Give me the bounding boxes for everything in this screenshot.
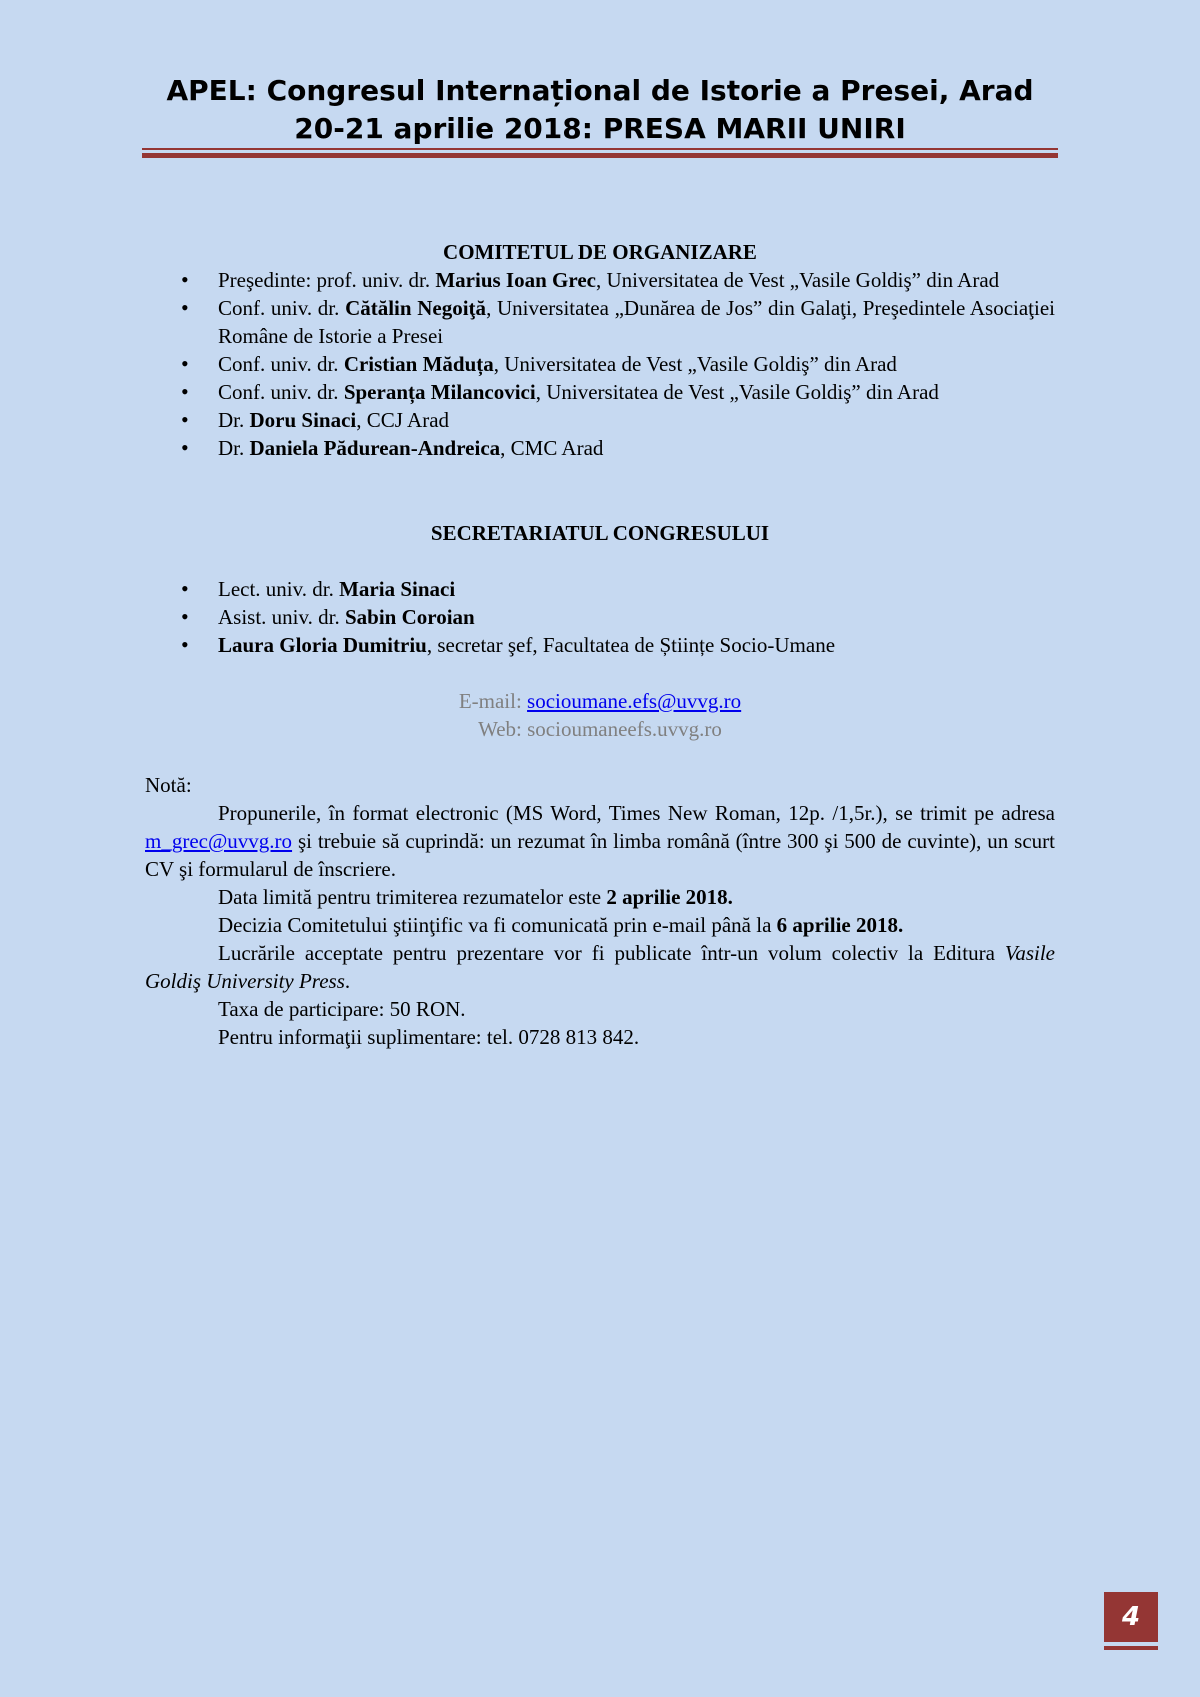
member-title: Lect. univ. dr. bbox=[218, 577, 340, 601]
member-name: Daniela Pădurean-Andreica bbox=[249, 436, 501, 460]
member-title: Conf. univ. dr. bbox=[218, 352, 344, 376]
note-text: Lucrările acceptate pentru prezentare vor fi publicate într-un volum colectiv la Editura bbox=[218, 941, 1005, 965]
page-number: 4 bbox=[1104, 1592, 1158, 1642]
member-title: Dr. bbox=[218, 408, 250, 432]
member-title: Preşedinte: prof. univ. dr. bbox=[218, 268, 436, 292]
email-line bbox=[145, 687, 1055, 715]
list-item bbox=[145, 266, 1055, 294]
member-name: Sabin Coroian bbox=[344, 605, 475, 629]
list-item bbox=[145, 631, 1055, 659]
web-address: socioumaneefs.uvvg.ro bbox=[527, 717, 722, 741]
email-label: E-mail: bbox=[458, 689, 528, 713]
note-paragraph-deadline bbox=[145, 883, 1055, 911]
member-title: Dr. bbox=[218, 436, 250, 460]
note-section bbox=[145, 771, 1055, 1051]
member-name: Laura Gloria Dumitriu bbox=[218, 633, 427, 657]
note-paragraph-decision bbox=[145, 911, 1055, 939]
header-line-1: APEL: Congresul Internațional de Istorie a Presei, Arad bbox=[166, 74, 1034, 107]
page-number-underline bbox=[1104, 1646, 1158, 1650]
note-paragraph-info: Pentru informaţii suplimentare: tel. 0728 813 842. bbox=[218, 1025, 640, 1049]
note-text: Propunerile, în format electronic (MS Word, Times New Roman, 12p. /1,5r.), se trimit pe adresa bbox=[218, 801, 1055, 825]
document-header-title bbox=[0, 72, 1200, 148]
note-text: şi trebuie să cuprindă: un rezumat în limba română (între 300 şi 500 de cuvinte), un scurt CV şi formularul de înscriere. bbox=[145, 829, 1055, 881]
spacer bbox=[145, 659, 1055, 687]
member-title: Conf. univ. dr. bbox=[218, 380, 344, 404]
secretariat-list bbox=[145, 575, 1055, 659]
spacer bbox=[145, 547, 1055, 575]
note-paragraph-submission bbox=[145, 799, 1055, 883]
member-affiliation: , CMC Arad bbox=[500, 436, 604, 460]
list-item bbox=[145, 378, 1055, 406]
list-item bbox=[145, 575, 1055, 603]
member-title: Asist. univ. dr. bbox=[218, 605, 345, 629]
decision-date: 6 aprilie 2018. bbox=[776, 913, 904, 937]
member-name: Maria Sinaci bbox=[339, 577, 456, 601]
publisher-name: Vasile Goldiş University Press bbox=[145, 941, 1055, 993]
secretariat-heading: SECRETARIATUL CONGRESULUI bbox=[430, 521, 770, 545]
member-name: Cătălin Negoiţă bbox=[345, 296, 487, 320]
member-name: Marius Ioan Grec bbox=[435, 268, 596, 292]
email-link[interactable]: socioumane.efs@uvvg.ro bbox=[527, 689, 742, 713]
member-title: Conf. univ. dr. bbox=[218, 296, 346, 320]
list-item bbox=[145, 350, 1055, 378]
note-text: Decizia Comitetului ştiinţific va fi comunicată prin e-mail până la bbox=[218, 913, 777, 937]
header-line-2: 20-21 aprilie 2018: PRESA MARII UNIRI bbox=[294, 112, 906, 145]
header-divider-thick bbox=[142, 153, 1058, 158]
member-name: Doru Sinaci bbox=[249, 408, 357, 432]
member-affiliation: , Universitatea „Dunărea de Jos” din Galaţi, Preşedintele Asociaţiei Române de Istorie a Presei bbox=[218, 296, 1056, 348]
member-name: Speranța Milancovici bbox=[343, 380, 536, 404]
header-divider-thin bbox=[142, 148, 1058, 150]
member-affiliation: , Universitatea de Vest „Vasile Goldiş” din Arad bbox=[493, 352, 897, 376]
spacer bbox=[145, 462, 1055, 519]
member-affiliation: , Universitatea de Vest „Vasile Goldiş” din Arad bbox=[595, 268, 1000, 292]
note-paragraph-publication bbox=[145, 939, 1055, 995]
web-line bbox=[145, 715, 1055, 743]
note-label: Notă: bbox=[145, 773, 192, 797]
organizing-committee-heading: COMITETUL DE ORGANIZARE bbox=[443, 240, 757, 264]
member-affiliation: , secretar şef, Facultatea de Științe Socio-Umane bbox=[426, 633, 836, 657]
deadline-date: 2 aprilie 2018. bbox=[606, 885, 733, 909]
note-text: . bbox=[344, 969, 351, 993]
list-item bbox=[145, 294, 1055, 350]
submission-email-link[interactable]: m_grec@uvvg.ro bbox=[145, 829, 293, 853]
list-item bbox=[145, 603, 1055, 631]
list-item bbox=[145, 406, 1055, 434]
page-content bbox=[145, 238, 1055, 1051]
web-label: Web: bbox=[478, 717, 528, 741]
member-affiliation: , CCJ Arad bbox=[356, 408, 450, 432]
contact-block bbox=[145, 687, 1055, 743]
spacer bbox=[145, 743, 1055, 771]
note-paragraph-fee: Taxa de participare: 50 RON. bbox=[218, 997, 466, 1021]
note-text: Data limită pentru trimiterea rezumatelor este bbox=[218, 885, 607, 909]
organizing-committee-list bbox=[145, 266, 1055, 462]
member-name: Cristian Măduța bbox=[343, 352, 494, 376]
list-item bbox=[145, 434, 1055, 462]
member-affiliation: , Universitatea de Vest „Vasile Goldiş” din Arad bbox=[535, 380, 939, 404]
